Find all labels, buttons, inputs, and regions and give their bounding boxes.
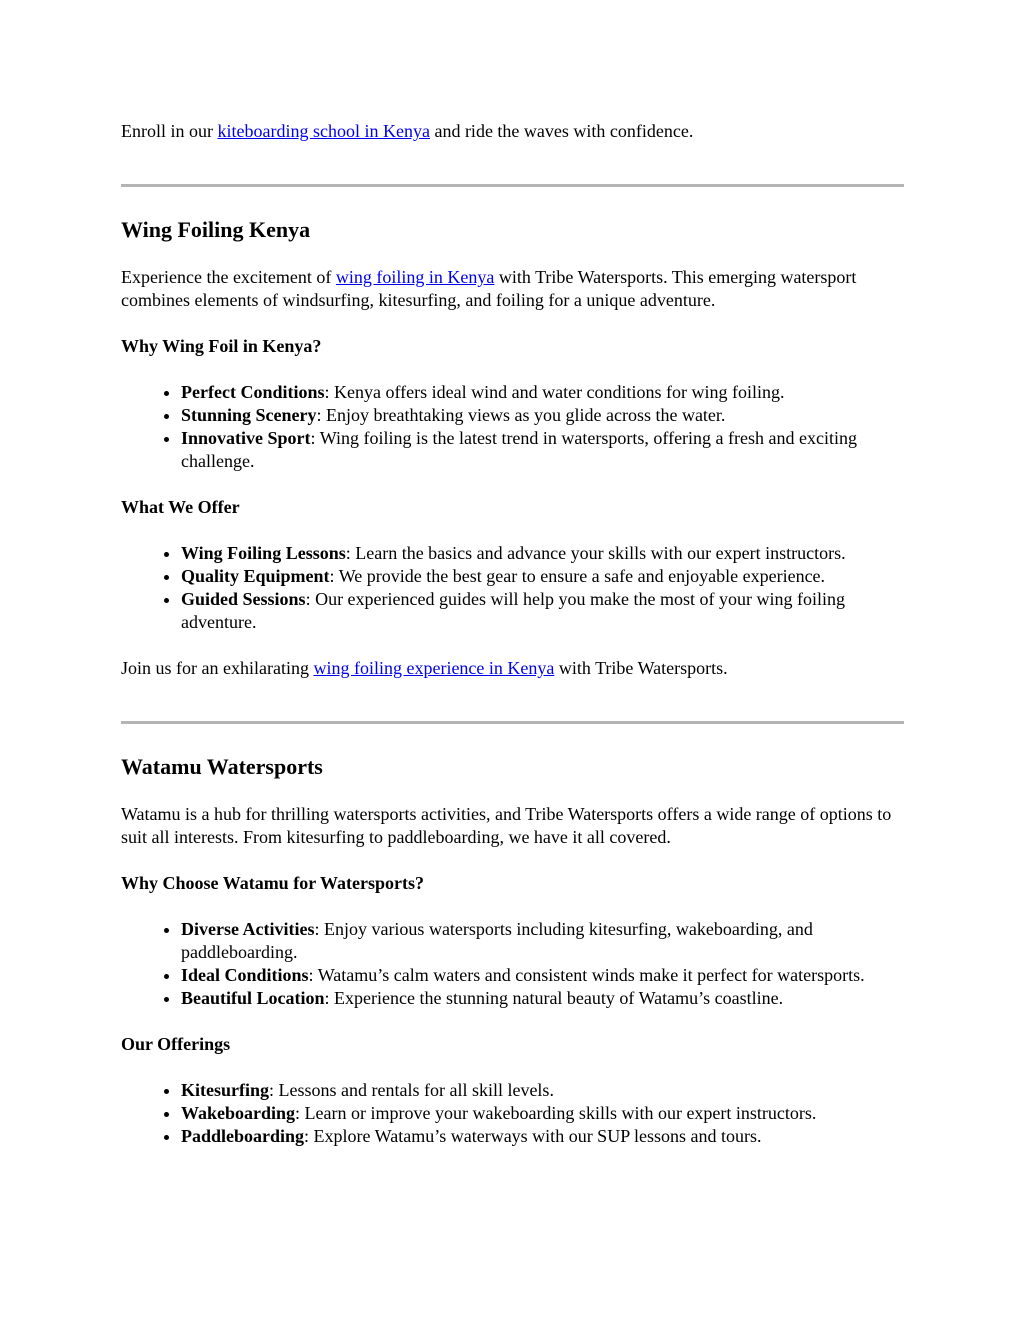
- list-item-text: : Lessons and rentals for all skill levels.: [269, 1080, 554, 1100]
- list-item-term: Kitesurfing: [181, 1080, 269, 1100]
- watamu-intro: Watamu is a hub for thrilling watersports activities, and Tribe Watersports offers a wide range of options to suit all interests. From kitesurfing to paddleboarding, we have it all covered.: [121, 804, 892, 847]
- list-item-text: : Wing foiling is the latest trend in watersports, offering a fresh and exciting challenge.: [181, 428, 857, 471]
- list-item-text: : Enjoy various watersports including kitesurfing, wakeboarding, and paddleboarding.: [181, 919, 813, 962]
- why-wing-foil-list: [121, 381, 904, 473]
- list-item-term: Beautiful Location: [181, 988, 325, 1008]
- list-item: [181, 588, 904, 634]
- watamu-watersports-heading: Watamu Watersports: [121, 754, 323, 779]
- list-item-text: : Learn or improve your wakeboarding skills with our expert instructors.: [295, 1103, 817, 1123]
- join-text-before: Join us for an exhilarating: [121, 658, 314, 678]
- list-item-term: Paddleboarding: [181, 1126, 305, 1146]
- intro-paragraph: [121, 120, 904, 143]
- join-paragraph: [121, 657, 904, 680]
- why-wing-foil-heading: Why Wing Foil in Kenya?: [121, 336, 322, 356]
- intro-text-before: Enroll in our: [121, 121, 218, 141]
- join-text-after: with Tribe Watersports.: [554, 658, 728, 678]
- wing-foiling-heading: Wing Foiling Kenya: [121, 217, 311, 242]
- wing-intro-before: Experience the excitement of: [121, 267, 336, 287]
- section-divider: [121, 184, 904, 187]
- list-item: [181, 987, 904, 1010]
- what-we-offer-list: [121, 542, 904, 634]
- list-item: [181, 964, 904, 987]
- page-content: [121, 120, 904, 1148]
- list-item: [181, 1102, 904, 1125]
- list-item-term: Wakeboarding: [181, 1103, 296, 1123]
- list-item-term: Perfect Conditions: [181, 382, 325, 402]
- list-item-term: Wing Foiling Lessons: [181, 543, 346, 563]
- wing-foiling-experience-link[interactable]: wing foiling experience in Kenya: [313, 658, 555, 678]
- list-item-term: Stunning Scenery: [181, 405, 317, 425]
- list-item: [181, 381, 904, 404]
- list-item-text: : Explore Watamu’s waterways with our SUP lessons and tours.: [304, 1126, 762, 1146]
- list-item-text: : Kenya offers ideal wind and water conditions for wing foiling.: [324, 382, 785, 402]
- list-item-text: : Our experienced guides will help you make the most of your wing foiling adventure.: [181, 589, 845, 632]
- what-we-offer-heading: What We Offer: [121, 497, 240, 517]
- wing-intro-after: with Tribe Watersports. This emerging watersport combines elements of windsurfing, kitesurfing, and foiling for a unique adventure.: [121, 267, 857, 310]
- list-item: [181, 427, 904, 473]
- list-item-term: Diverse Activities: [181, 919, 315, 939]
- why-choose-watamu-list: [121, 918, 904, 1010]
- section-divider: [121, 721, 904, 724]
- list-item-term: Guided Sessions: [181, 589, 306, 609]
- list-item: [181, 1125, 904, 1148]
- list-item-term: Innovative Sport: [181, 428, 311, 448]
- list-item-term: Quality Equipment: [181, 566, 330, 586]
- intro-text-after: and ride the waves with confidence.: [429, 121, 694, 141]
- our-offerings-heading: Our Offerings: [121, 1034, 231, 1054]
- wing-foiling-intro: [121, 266, 904, 312]
- list-item: [181, 918, 904, 964]
- our-offerings-list: [121, 1079, 904, 1148]
- list-item-text: : We provide the best gear to ensure a safe and enjoyable experience.: [329, 566, 826, 586]
- why-choose-watamu-heading: Why Choose Watamu for Watersports?: [121, 873, 425, 893]
- list-item-text: : Enjoy breathtaking views as you glide across the water.: [316, 405, 726, 425]
- list-item-term: Ideal Conditions: [181, 965, 309, 985]
- kiteboarding-school-link[interactable]: kiteboarding school in Kenya: [217, 121, 430, 141]
- list-item-text: : Learn the basics and advance your skills with our expert instructors.: [345, 543, 846, 563]
- list-item: [181, 1079, 904, 1102]
- list-item-text: : Watamu’s calm waters and consistent winds make it perfect for watersports.: [308, 965, 865, 985]
- list-item: [181, 565, 904, 588]
- list-item-text: : Experience the stunning natural beauty of Watamu’s coastline.: [324, 988, 784, 1008]
- list-item: [181, 542, 904, 565]
- list-item: [181, 404, 904, 427]
- wing-foiling-link[interactable]: wing foiling in Kenya: [335, 267, 495, 287]
